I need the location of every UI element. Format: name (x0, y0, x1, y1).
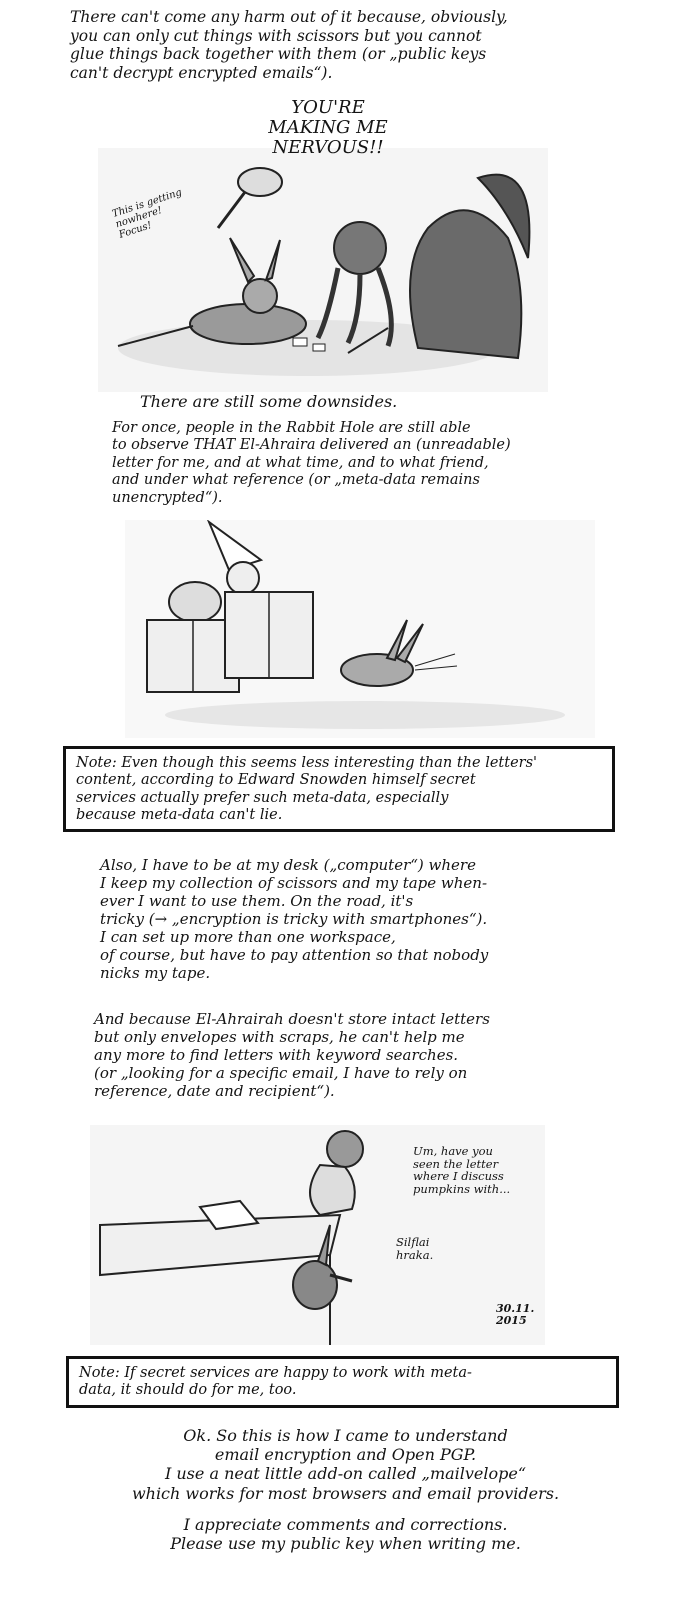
search-text: And because El-Ahrairah doesn't store intact letters but only envelopes with scraps, he can't help me any more to find letters with keyword searches. (or „looking for a specific email, I have to rely on reference, date and recipient“). (94, 1010, 490, 1100)
rabbit-dragon-drawing (98, 148, 548, 392)
desk-text: Also, I have to be at my desk („computer“) where I keep my collection of scissors and my tape when- ever I want to use them. On the road, it's tricky (→ „encryption is tricky with smartphones“). I can set up more than one workspace, of course, but have to pay attention so that nobody nicks my tape. (100, 856, 489, 982)
dragon-shout: YOU'RE MAKING ME NERVOUS!! (268, 97, 388, 158)
rabbit-answer: Silflai hraka. (396, 1235, 434, 1262)
note-box-metadata: Note: If secret services are happy to work with meta- data, it should do for me, too. (66, 1356, 619, 1408)
person-question: Um, have you seen the letter where I discuss pumpkins with... (413, 1144, 511, 1196)
metadata-text: For once, people in the Rabbit Hole are still able to observe THAT El-Ahraira delivered an (unreadable) letter for me, and at what time, and to what friend, and under what reference (or „meta-data remains unencrypted“). (112, 420, 511, 506)
newspaper-readers-drawing (125, 520, 595, 738)
note-box-snowden: Note: Even though this seems less interesting than the letters' content, according to Edward Snowden himself secret services actually prefer such meta-data, especially because meta-data can't lie. (63, 746, 615, 832)
downsides-heading: There are still some downsides. (140, 392, 398, 411)
closing-text: I appreciate comments and corrections. Please use my public key when writing me. (170, 1515, 521, 1554)
rabbit-speech: This is getting nowhere! Focus! (110, 187, 184, 241)
final-text: Ok. So this is how I came to understand email encryption and Open PGP. I use a neat little add-on called „mailvelope“ which works for most browsers and email providers. (131, 1426, 560, 1503)
panel-rabbit-dragon-illustration (98, 148, 548, 392)
signature-date: 30.11. 2015 (496, 1302, 535, 1328)
panel-newspaper-readers-illustration (125, 520, 595, 738)
intro-text: There can't come any harm out of it because, obviously, you can only cut things with scissors but you cannot glue things back together with them (or „public keys can't decrypt encrypted emails“). (70, 8, 508, 82)
